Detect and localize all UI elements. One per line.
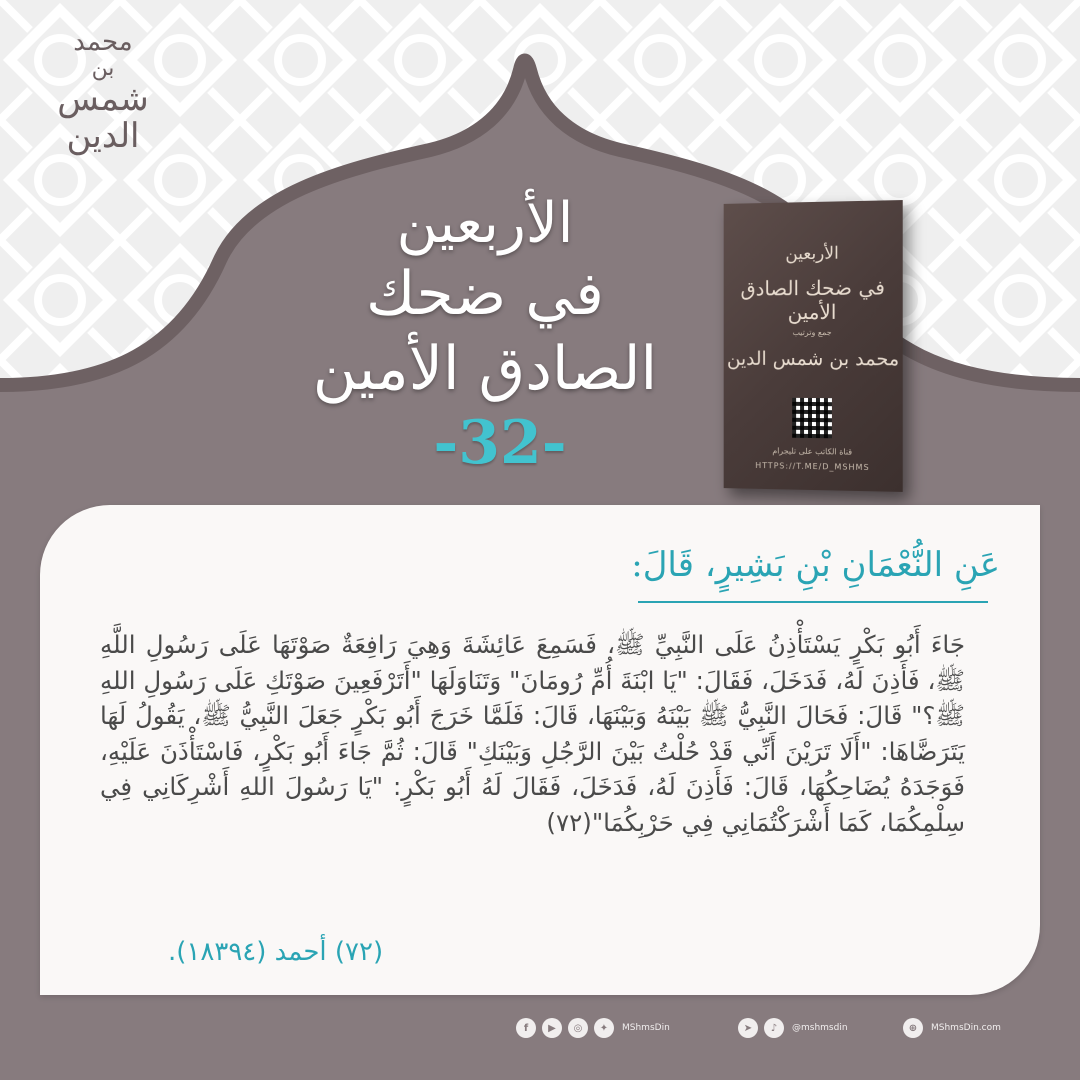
website-link-group	[903, 1018, 1001, 1038]
telegram-icon[interactable]: ➤	[738, 1018, 758, 1038]
book-cover-line-1: الأربعين	[785, 243, 839, 265]
footer	[0, 1010, 1080, 1050]
narrator-underline	[638, 601, 988, 603]
signature-line-2: بن	[91, 55, 115, 81]
book-cover	[724, 200, 903, 492]
social-links-group	[516, 1018, 670, 1038]
hadith-text: جَاءَ أَبُو بَكْرٍ يَسْتَأْذِنُ عَلَى النَّبِيِّ ﷺ، فَسَمِعَ عَائِشَةَ وَهِيَ رَافِعَةٌ صَوْتَهَا عَلَى رَسُولِ اللَّهِ ﷺ، فَأَذِنَ لَهُ، فَدَخَلَ، فَقَالَ: "يَا ابْنَةَ أُمِّ رُومَانَ" وَتَنَاوَلَهَا "أَتَرْفَعِينَ صَوْتَكِ عَلَى رَسُولِ اللهِ ﷺ؟" قَالَ: فَحَالَ النَّبِيُّ ﷺ بَيْنَهُ وَبَيْنَهَا، قَالَ: فَلَمَّا خَرَجَ أَبُو بَكْرٍ جَعَلَ النَّبِيُّ ﷺ، يَقُولُ لَهَا يَتَرَضَّاهَا: "أَلَا تَرَيْنَ أَنِّي قَدْ حُلْتُ بَيْنَ الرَّجُلِ وَبَيْنَكِ" قَالَ: ثُمَّ جَاءَ أَبُو بَكْرٍ، فَاسْتَأْذَنَ عَلَيْهِ، فَوَجَدَهُ يُضَاحِكُهَا، قَالَ: فَأَذِنَ لَهُ، فَدَخَلَ، فَقَالَ لَهُ أَبُو بَكْرٍ: "يَا رَسُولَ اللهِ أَشْرِكَانِي فِي سِلْمِكُمَا، كَمَا أَشْرَكْتُمَانِي فِي حَرْبِكُمَا"(٧٢)	[100, 630, 965, 837]
hadith-number: -32-	[433, 408, 567, 478]
messaging-links-group	[738, 1018, 848, 1038]
signature-line-1: محمد	[73, 27, 133, 57]
title-line-2: في ضحك الصادق الأمين	[312, 259, 658, 405]
book-cover-line-3: جمع وترتيب	[792, 327, 832, 338]
telegram-tiktok-handle[interactable]: @mshmsdin	[792, 1023, 848, 1033]
tiktok-icon[interactable]: ♪	[764, 1018, 784, 1038]
book-cover-url: HTTPS://T.ME/D_MSHMS	[755, 461, 870, 473]
book-cover-author: محمد بن شمس الدين	[726, 347, 900, 371]
footnote-reference: (٧٢) أحمد (١٨٣٩٤).	[168, 937, 384, 967]
book-cover-line-2: في ضحك الصادق الأمين	[740, 275, 886, 325]
qr-code-icon	[792, 398, 832, 438]
title-line-1: الأربعين	[396, 191, 574, 256]
narrator-heading: عَنِ النُّعْمَانِ بْنِ بَشِيرٍ، قَالَ:	[631, 545, 1000, 585]
book-cover-channel: قناة الكاتب على تليجرام	[772, 446, 853, 457]
book-title	[270, 190, 700, 407]
instagram-icon[interactable]: ◎	[568, 1018, 588, 1038]
twitter-icon[interactable]: ✦	[594, 1018, 614, 1038]
hadith-card	[40, 505, 1040, 995]
social-handle[interactable]: MShmsDin	[622, 1023, 670, 1033]
author-signature	[28, 27, 178, 157]
web-icon[interactable]: ⊕	[903, 1018, 923, 1038]
facebook-icon[interactable]: f	[516, 1018, 536, 1038]
youtube-icon[interactable]: ▶	[542, 1018, 562, 1038]
signature-line-3: شمس الدين	[57, 78, 149, 157]
website-url[interactable]: MShmsDin.com	[931, 1023, 1001, 1033]
